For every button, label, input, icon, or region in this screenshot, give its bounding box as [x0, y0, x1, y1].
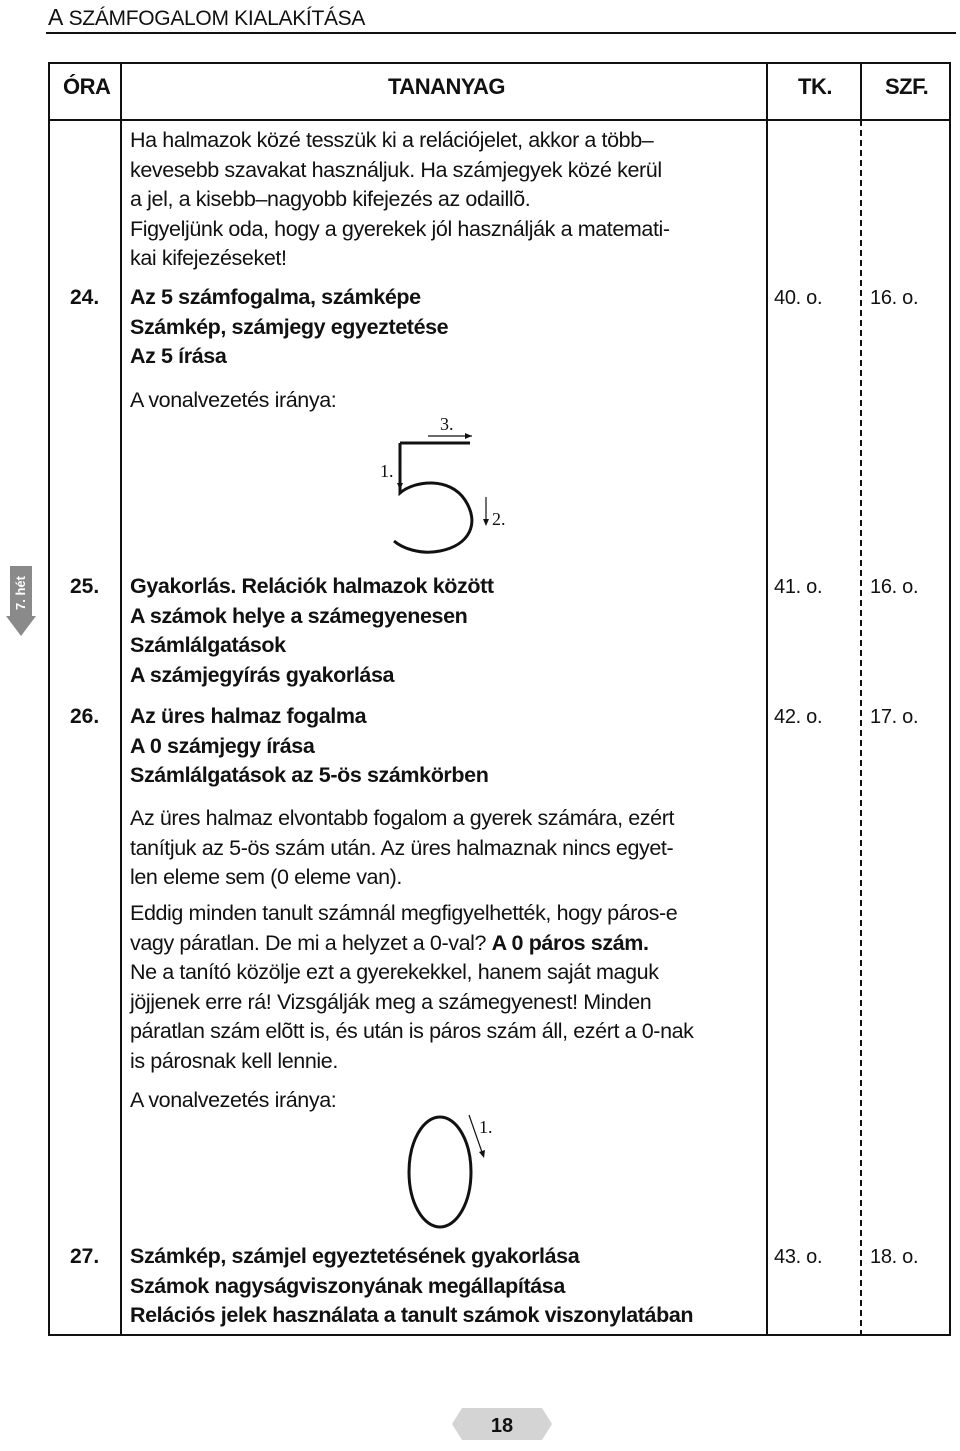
page-number-badge [448, 1396, 556, 1450]
column-divider-tananyag [766, 62, 768, 1336]
tk-page-ref: 43. o. [774, 1246, 823, 1268]
lesson-title: Számlálgatások [130, 633, 286, 657]
szf-page-ref: 16. o. [870, 576, 919, 598]
digit-five-stroke-diagram [370, 405, 530, 560]
digit-zero-glyph [409, 1117, 471, 1227]
header-rule [46, 32, 956, 34]
digit-five-glyph [394, 443, 472, 552]
lesson-titles [130, 1242, 693, 1331]
paragraph-line: len eleme sem (0 eleme van). [130, 865, 403, 889]
lesson-title: Számok nagyságviszonyának megállapítása [130, 1273, 565, 1298]
paragraph-line: Ne a tanító közölje ezt a gyerekekkel, hanem saját maguk [130, 960, 659, 984]
lesson-title: Számkép, számjegy egyeztetése [130, 314, 449, 339]
paragraph-line: is párosnak kell lennie. [130, 1048, 338, 1073]
lesson-title: A 0 számjegy írása [130, 733, 315, 758]
paragraph-line: páratlan szám elõtt is, és után is páros szám áll, ezért a 0-nak [130, 1019, 694, 1043]
lesson-number: 27. [70, 1245, 100, 1268]
col-header-szf: SZF. [885, 74, 929, 99]
szf-page-ref: 17. o. [870, 706, 919, 728]
header-title-initial: A [48, 4, 64, 30]
page-header-title [48, 4, 365, 31]
page-number: 18 [490, 1415, 514, 1437]
zero-even-emphasis: A 0 páros szám. [491, 930, 649, 955]
lesson-titles [130, 702, 488, 791]
szf-page-ref: 16. o. [870, 287, 919, 309]
column-divider-tk-header [860, 62, 862, 119]
lesson-number: 25. [70, 575, 100, 598]
intro-line: Figyeljünk oda, hogy a gyerekek jól használják a matemati- [130, 216, 670, 241]
paragraph-line: Eddig minden tanult számnál megfigyelhették, hogy páros-e [130, 901, 678, 925]
paragraph-line: jöjjenek erre rá! Vizsgálják meg a számegyenest! Minden [130, 989, 652, 1014]
week-tab-label: 7. hét [13, 576, 28, 610]
lesson-number: 26. [70, 705, 100, 728]
intro-line: Ha halmazok közé tesszük ki a relációjelet, akkor a több– [130, 128, 654, 152]
lesson-titles [130, 572, 494, 690]
stroke-arrowhead-3 [465, 433, 472, 439]
lesson-title: Számkép, számjel egyeztetésének gyakorlása [130, 1244, 580, 1268]
lesson-title: Az 5 számfogalma, számképe [130, 285, 421, 309]
intro-line: kai kifejezéseket! [130, 246, 287, 270]
lesson-title: Az üres halmaz fogalma [130, 704, 367, 728]
szf-page-ref: 18. o. [870, 1246, 919, 1268]
stroke-label-3: 3. [440, 414, 454, 434]
col-header-tk: TK. [798, 74, 832, 99]
lesson-titles [130, 283, 448, 372]
header-title-rest: SZÁMFOGALOM KIALAKÍTÁSA [68, 7, 366, 30]
intro-paragraph [130, 126, 670, 274]
empty-set-paragraph-2 [130, 899, 694, 1076]
stroke-direction-note: A vonalvezetés iránya: [130, 1088, 337, 1112]
col-header-ora: ÓRA [63, 74, 111, 99]
lesson-title: Számlálgatások az 5-ös számkörben [130, 763, 489, 787]
paragraph-line [130, 929, 694, 959]
column-divider-ora [120, 62, 122, 1336]
stroke-arrowhead-1 [479, 1150, 485, 1158]
tk-page-ref: 40. o. [774, 287, 823, 309]
lesson-number: 24. [70, 286, 100, 309]
intro-line: kevesebb szavakat használjuk. Ha számjegyek közé kerül [130, 157, 662, 182]
paragraph-line: tanítjuk az 5-ös szám után. Az üres halmaznak nincs egyet- [130, 835, 674, 860]
paragraph-text: vagy páratlan. De mi a helyzet a 0-val? [130, 930, 487, 955]
digit-zero-stroke-diagram [395, 1105, 515, 1235]
stroke-label-2: 2. [492, 509, 506, 529]
stroke-arrowhead-1 [397, 483, 403, 490]
lesson-title: A számok helye a számegyenesen [130, 603, 468, 628]
week-side-tab [6, 566, 36, 638]
lesson-title: A számjegyírás gyakorlása [130, 662, 395, 687]
lesson-title: Gyakorlás. Relációk halmazok között [130, 574, 494, 598]
week-tab-arrow-icon [6, 616, 36, 636]
stroke-arrowhead-2 [483, 519, 489, 526]
stroke-label-1: 1. [380, 461, 394, 481]
stroke-label-1: 1. [479, 1117, 493, 1137]
lesson-title: Relációs jelek használata a tanult számok viszonylatában [130, 1303, 694, 1327]
tk-page-ref: 41. o. [774, 576, 823, 598]
tk-page-ref: 42. o. [774, 706, 823, 728]
col-header-tananyag: TANANYAG [388, 74, 506, 99]
empty-set-paragraph-1 [130, 804, 674, 893]
column-divider-tk-dashed [860, 120, 862, 1336]
paragraph-line: Az üres halmaz elvontabb fogalom a gyerek számára, ezért [130, 806, 675, 830]
intro-line: a jel, a kisebb–nagyobb kifejezés az odaillõ. [130, 187, 531, 211]
stroke-direction-note: A vonalvezetés iránya: [130, 388, 337, 412]
table-header-rule [48, 119, 951, 121]
lesson-title: Az 5 írása [130, 344, 227, 368]
